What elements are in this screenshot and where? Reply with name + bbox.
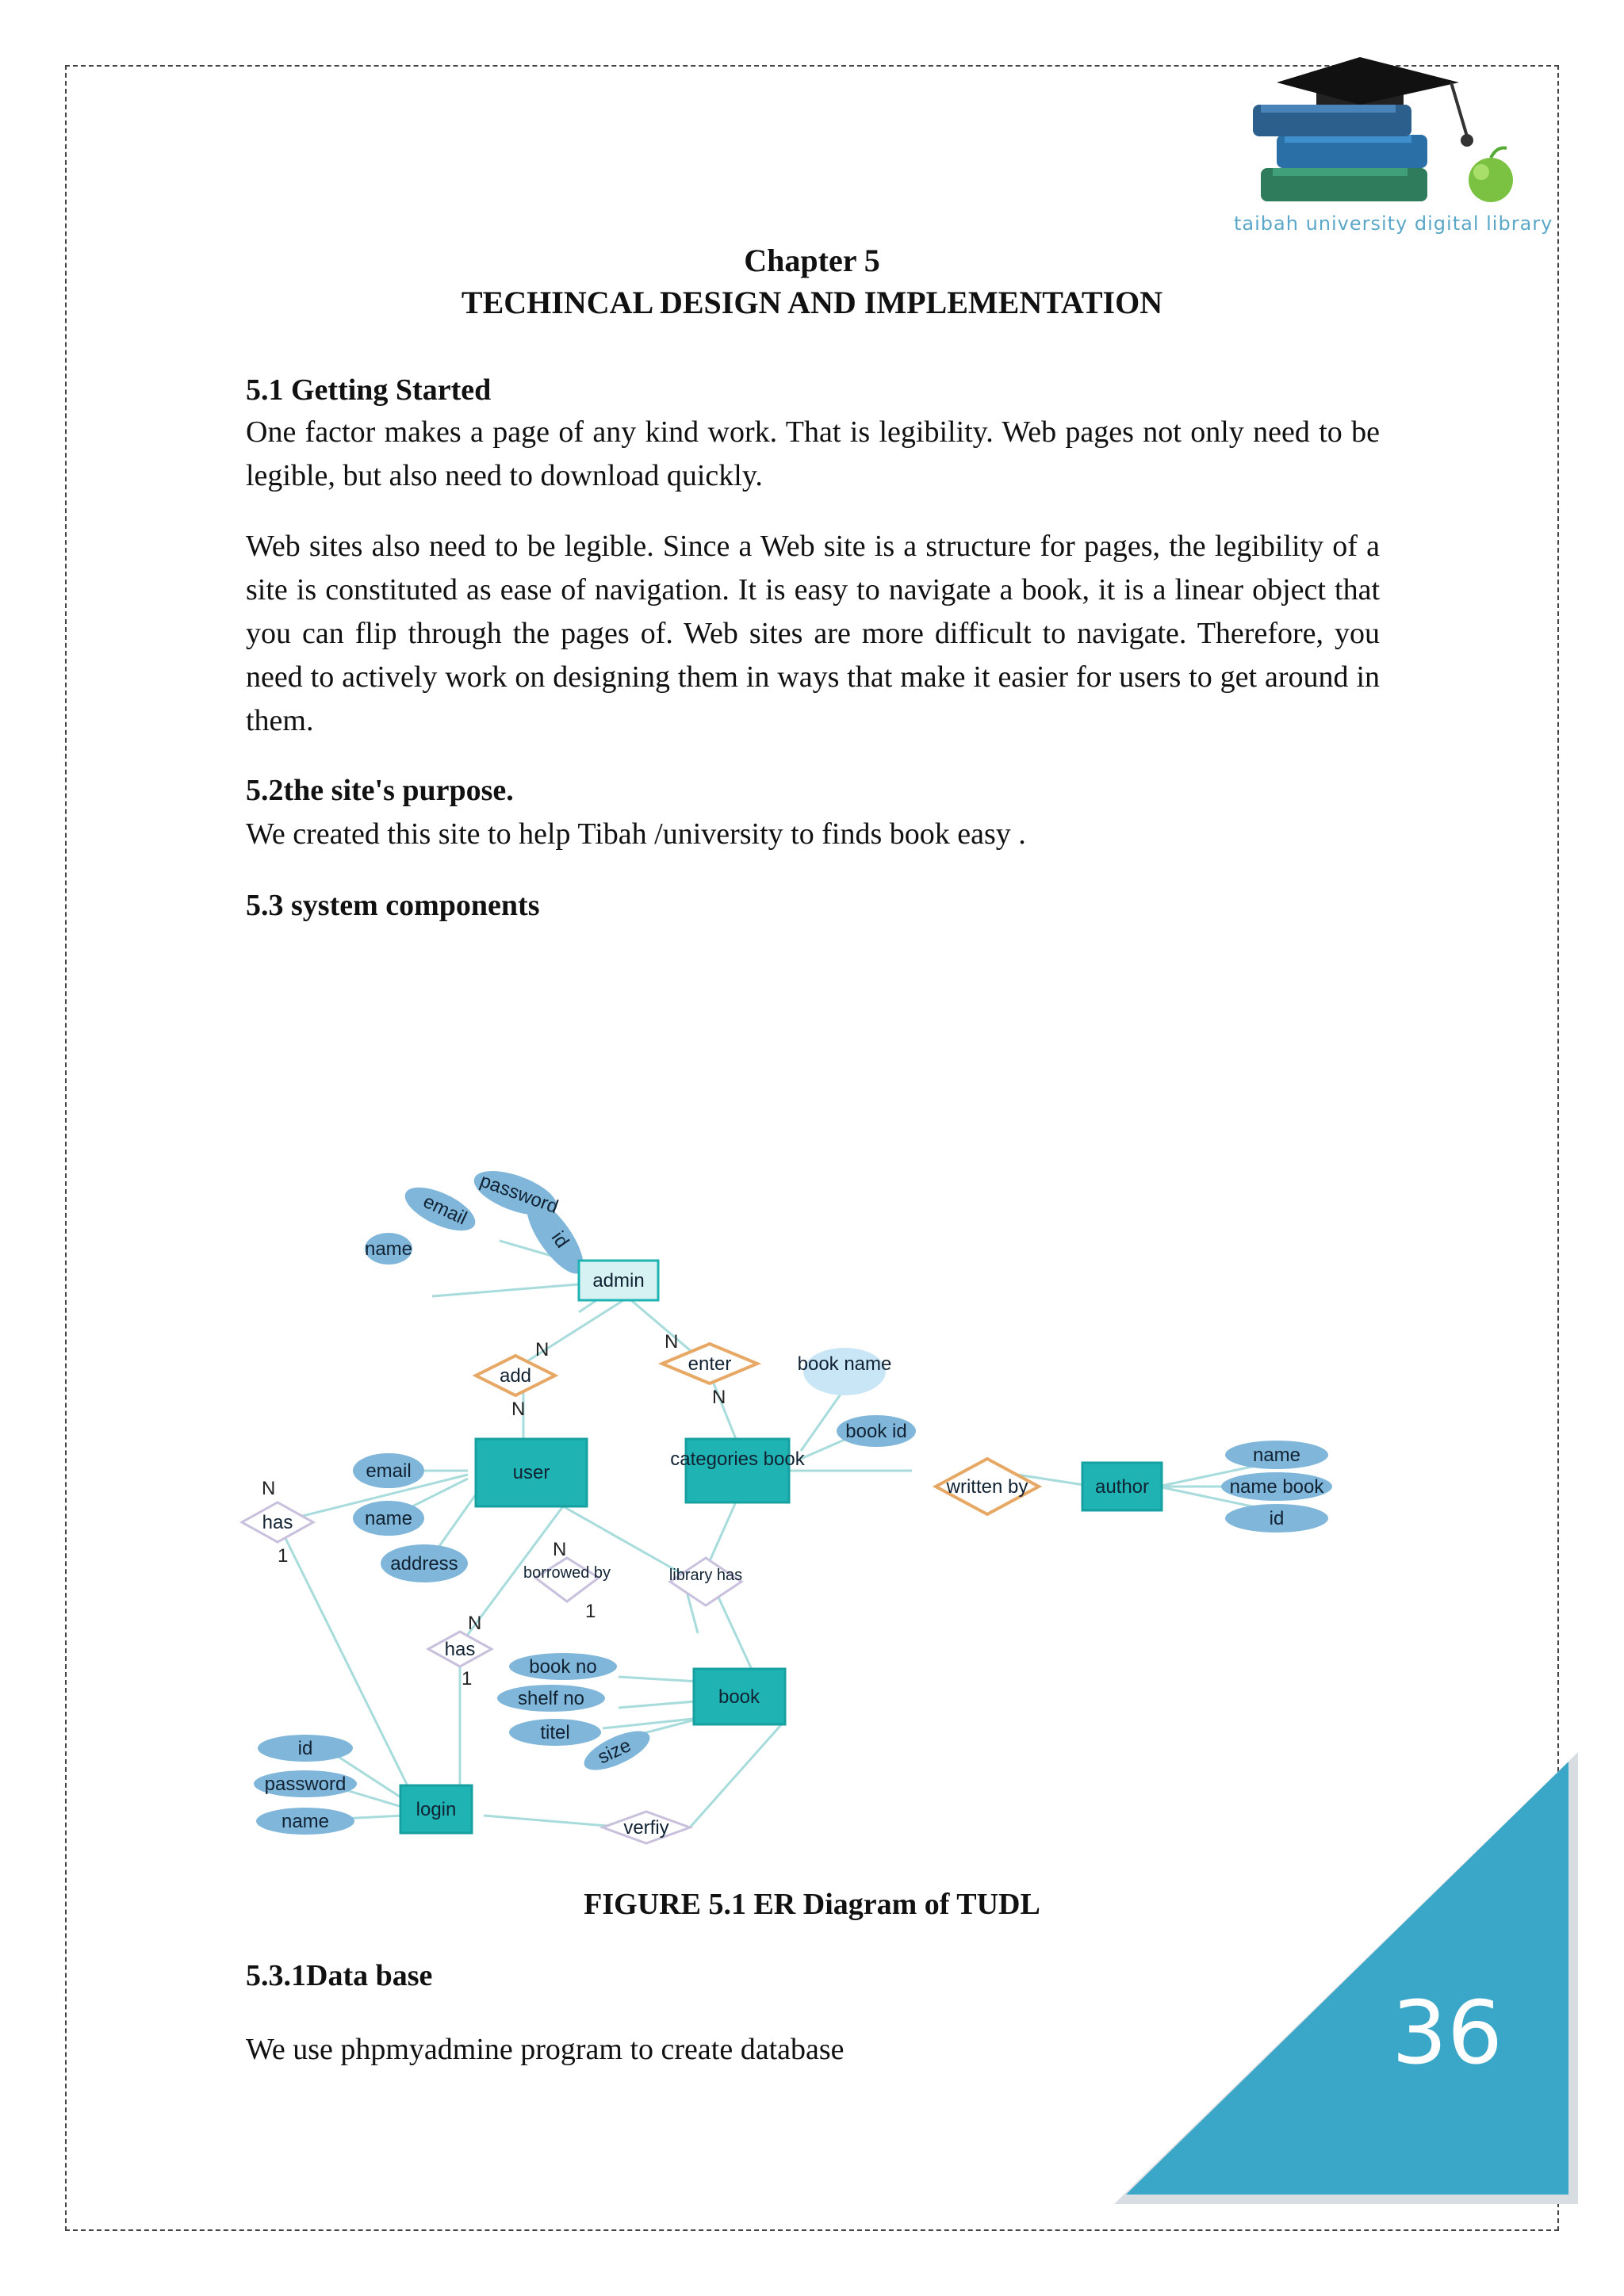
section-5-1-paragraph-2: Web sites also need to be legible. Since a Web site is a structure for pages, the legibility of a site is constituted as ease of navigation. It is easy to navigate a book, it is a linear object that you can flip through the pages of. Web sites are more difficult to navigate. Therefore, you need to actively work on designing them in ways that make it easier for users to get around in them.: [246, 530, 1380, 737]
attr-author-name: name: [1252, 1445, 1301, 1466]
section-5-1-paragraph-1: One factor makes a page of any kind work. That is legibility. Web pages not only need to be legible, but also need to download quickly.: [246, 415, 1380, 492]
attr-user-address: address: [390, 1553, 458, 1575]
admin-attributes: [365, 1162, 593, 1282]
attr-cat-book-id: book id: [845, 1421, 907, 1442]
rel-has-mid-label: has: [444, 1639, 476, 1660]
attr-admin-email: email: [419, 1190, 470, 1230]
attr-author-id: id: [1269, 1508, 1285, 1529]
section-5-1-heading: 5.1 Getting Started: [246, 373, 492, 407]
card-borrowed-n: N: [553, 1539, 567, 1560]
chapter-title: TECHINCAL DESIGN AND IMPLEMENTATION: [461, 285, 1163, 320]
er-connector-lines: [278, 1241, 1308, 1827]
attr-admin-id: id: [546, 1227, 573, 1253]
rel-has-left-label: has: [262, 1512, 293, 1533]
attr-user-email: email: [366, 1460, 412, 1482]
rel-enter-label: enter: [688, 1353, 732, 1375]
entity-categories-label: categories book: [670, 1448, 805, 1470]
logo-text: taibah university digital library: [1234, 212, 1553, 235]
section-5-3-1-paragraph: We use phpmyadmine program to create database: [246, 2033, 845, 2066]
entity-admin-label: admin: [592, 1270, 645, 1292]
entity-login-label: login: [416, 1799, 457, 1820]
rel-borrowed-by-label: borrowed by: [523, 1564, 611, 1582]
attr-author-name-book: name book: [1229, 1476, 1324, 1498]
attr-book-no: book no: [529, 1656, 597, 1678]
card-enter-n1: N: [665, 1331, 679, 1353]
attr-admin-name: name: [364, 1238, 413, 1260]
page-number: 36: [1392, 1982, 1503, 2084]
card-add-n1: N: [535, 1339, 550, 1360]
entity-book-label: book: [718, 1686, 760, 1708]
card-borrowed-1: 1: [585, 1601, 596, 1622]
figure-caption: FIGURE 5.1 ER Diagram of TUDL: [584, 1888, 1040, 1921]
card-has-mid-n: N: [468, 1613, 482, 1634]
entity-author-label: author: [1094, 1476, 1150, 1498]
rel-written-by-label: written by: [946, 1476, 1028, 1498]
chapter-number: Chapter 5: [744, 243, 880, 278]
card-has-left-n: N: [262, 1478, 276, 1499]
section-5-2-heading: 5.2the site's purpose.: [246, 774, 514, 807]
rel-add-label: add: [499, 1365, 532, 1387]
section-5-2-paragraph: We created this site to help Tibah /university to finds book easy .: [246, 817, 1026, 851]
attr-shelf-no: shelf no: [517, 1688, 585, 1709]
section-5-3-heading: 5.3 system components: [246, 889, 540, 922]
page-corner-decoration: [1102, 1744, 1578, 2204]
card-enter-n2: N: [712, 1387, 726, 1408]
attr-cat-book-name: book name: [797, 1353, 892, 1375]
attr-login-name: name: [281, 1811, 330, 1832]
rel-verify-label: verfiy: [623, 1817, 669, 1839]
entity-user-label: user: [512, 1462, 550, 1483]
attr-login-password: password: [264, 1774, 347, 1795]
attr-titel: titel: [540, 1722, 570, 1743]
section-5-3-1-heading: 5.3.1Data base: [246, 1959, 433, 1992]
attr-admin-password: password: [477, 1169, 561, 1219]
attr-user-name: name: [364, 1508, 413, 1529]
card-has-left-1: 1: [278, 1545, 289, 1567]
card-has-mid-1: 1: [462, 1668, 473, 1689]
rel-library-has-label: library has: [668, 1567, 743, 1584]
attr-size: size: [594, 1734, 634, 1769]
card-add-n2: N: [511, 1399, 526, 1420]
attr-login-id: id: [297, 1738, 313, 1759]
